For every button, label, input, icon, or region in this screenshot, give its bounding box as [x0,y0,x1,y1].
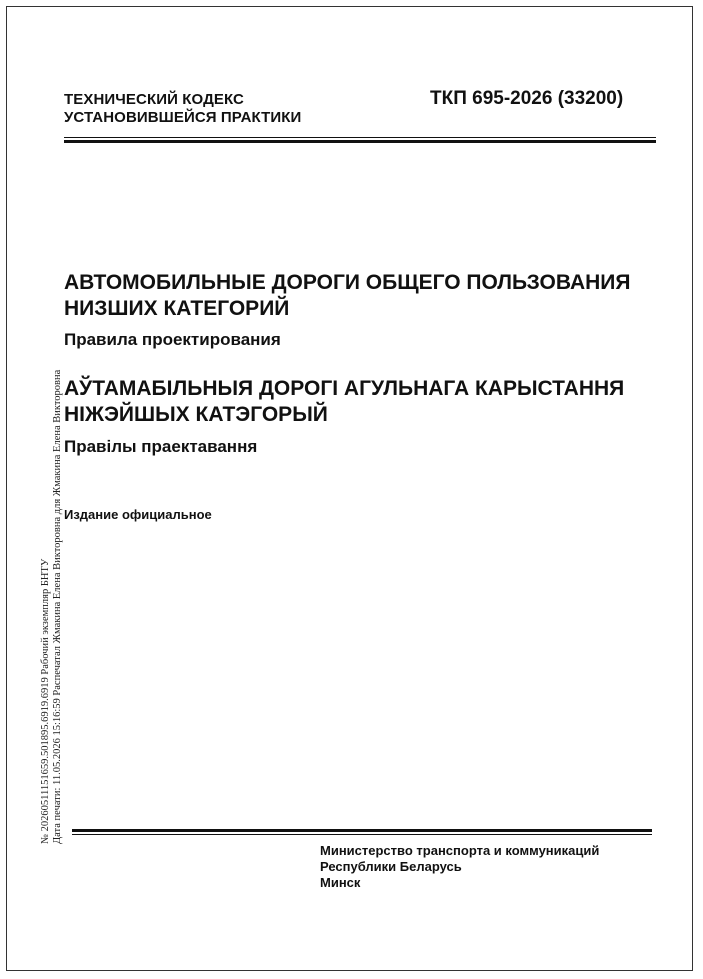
print-stamp-line2: Дата печати: 11.05.2026 15:16:59 Распечатал Жмакина Елена Викторовна для Жмакина Елена Викторовна [52,369,63,844]
publisher-block [320,843,599,891]
title-belarusian-line2: НІЖЭЙШЫХ КАТЭГОРЫЙ [64,403,328,426]
title-belarusian-line1: АЎТАМАБІЛЬНЫЯ ДОРОГІ АГУЛЬНАГА КАРЫСТАННЯ [64,377,625,400]
edition-label: Издание официальное [64,507,212,522]
publisher-line1: Министерство транспорта и коммуникаций [320,843,600,858]
page-frame [6,6,693,971]
title-russian-line2: НИЗШИХ КАТЕГОРИЙ [64,297,290,320]
publisher-line2: Республики Беларусь [320,859,462,874]
header-divider-thin-line [64,137,656,138]
subtitle-belarusian: Правілы праектавання [64,437,258,456]
footer-divider-thin-line [72,834,652,835]
title-russian [64,270,630,322]
publisher-city: Минск [320,875,361,890]
subtitle-russian: Правила проектирования [64,330,281,349]
print-stamp [40,370,64,844]
document-type-line1: ТЕХНИЧЕСКИЙ КОДЕКС [64,91,244,108]
document-type-line2: УСТАНОВИВШЕЙСЯ ПРАКТИКИ [64,109,302,126]
document-number: ТКП 695-2026 (33200) [430,88,624,109]
header-divider-thick-line [64,140,656,143]
print-stamp-line1: № 20260511151659.501895.6919.6919 Рабочий экземпляр БНТУ [40,558,51,844]
document-type [64,91,301,127]
footer-divider-thick-line [72,829,652,832]
footer-divider [72,829,652,836]
title-belarusian [64,376,624,428]
header-divider [64,137,656,144]
title-russian-line1: АВТОМОБИЛЬНЫЕ ДОРОГИ ОБЩЕГО ПОЛЬЗОВАНИЯ [64,271,631,294]
